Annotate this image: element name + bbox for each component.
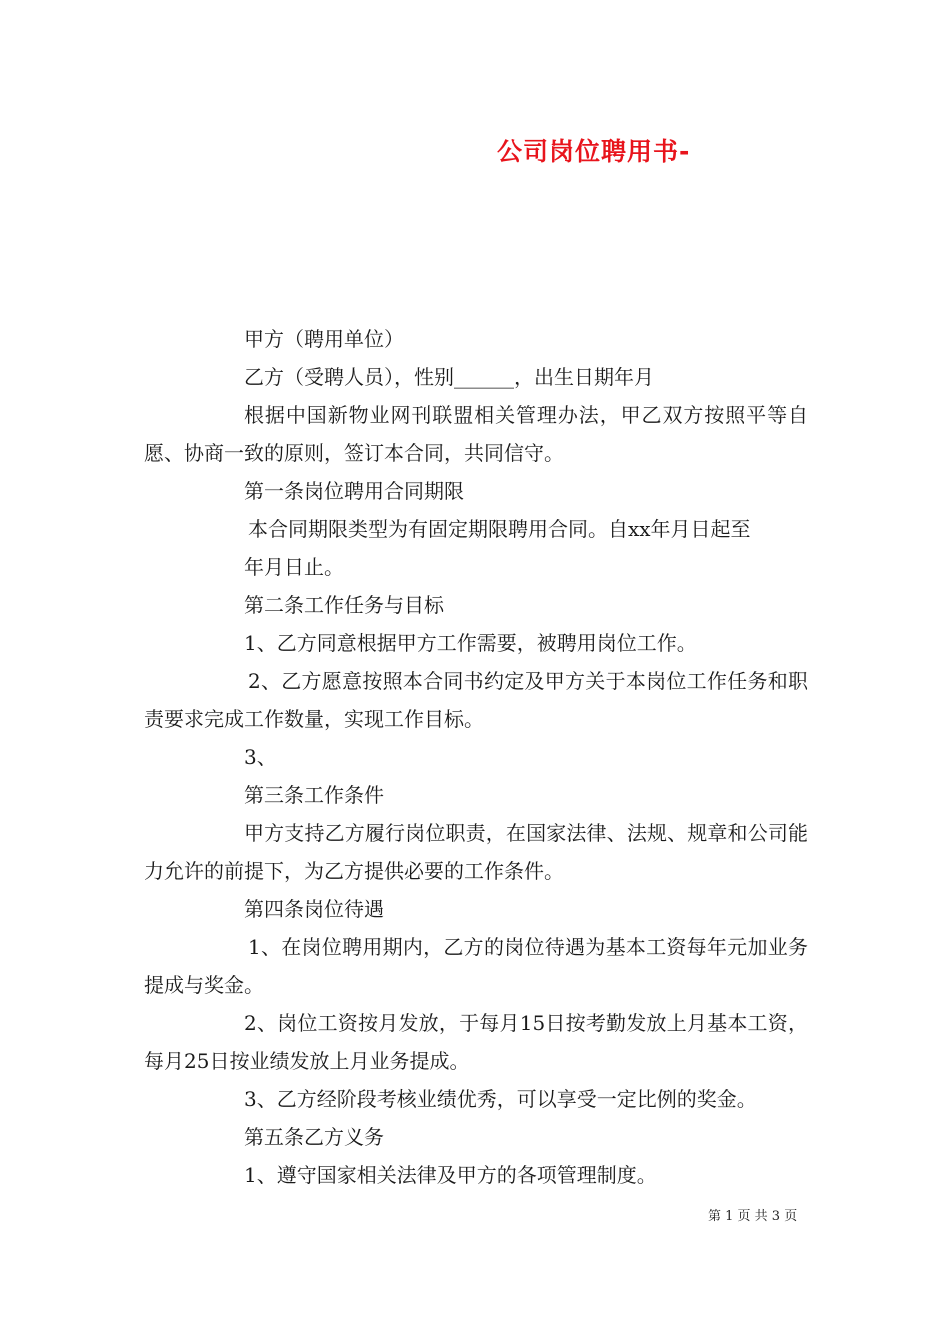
article-3-content: 甲方支持乙方履行岗位职责，在国家法律、法规、规章和公司能力允许的前提下，为乙方提供必要的工作条件。 [144,821,808,883]
article-4-item-2: 2、岗位工资按月发放，于每月15日按考勤发放上月基本工资，每月25日按业绩发放上月业务提成。 [144,1011,808,1073]
article-3-heading: 第三条工作条件 [244,783,384,807]
article-2-item-1: 1、乙方同意根据甲方工作需要，被聘用岗位工作。 [244,631,697,655]
document-body [144,320,808,1194]
article-5-item-1: 1、遵守国家相关法律及甲方的各项管理制度。 [244,1163,657,1187]
paragraph-party-a: 甲方（聘用单位） [244,327,404,351]
article-4-heading: 第四条岗位待遇 [244,897,384,921]
article-1-term-end: 年月日止。 [244,555,344,579]
article-2-item-3: 3、 [244,745,277,769]
article-1-term: 本合同期限类型为有固定期限聘用合同。自xx年月日起至 [248,517,751,541]
document-title: 公司岗位聘用书- [497,137,691,166]
article-4-item-3: 3、乙方经阶段考核业绩优秀，可以享受一定比例的奖金。 [244,1087,757,1111]
paragraph-preamble: 根据中国新物业网刊联盟相关管理办法，甲乙双方按照平等自愿、协商一致的原则，签订本合同，共同信守。 [144,403,808,465]
article-5-heading: 第五条乙方义务 [244,1125,384,1149]
page-number-footer: 第 1 页 共 3 页 [708,1209,798,1224]
article-4-item-1: 1、在岗位聘用期内，乙方的岗位待遇为基本工资每年元加业务提成与奖金。 [144,935,808,997]
paragraph-party-b: 乙方（受聘人员），性别______，出生日期年月 [244,365,654,389]
article-1-heading: 第一条岗位聘用合同期限 [244,479,464,503]
article-2-item-2: 2、乙方愿意按照本合同书约定及甲方关于本岗位工作任务和职责要求完成工作数量，实现工作目标。 [144,669,808,731]
article-2-heading: 第二条工作任务与目标 [244,593,444,617]
